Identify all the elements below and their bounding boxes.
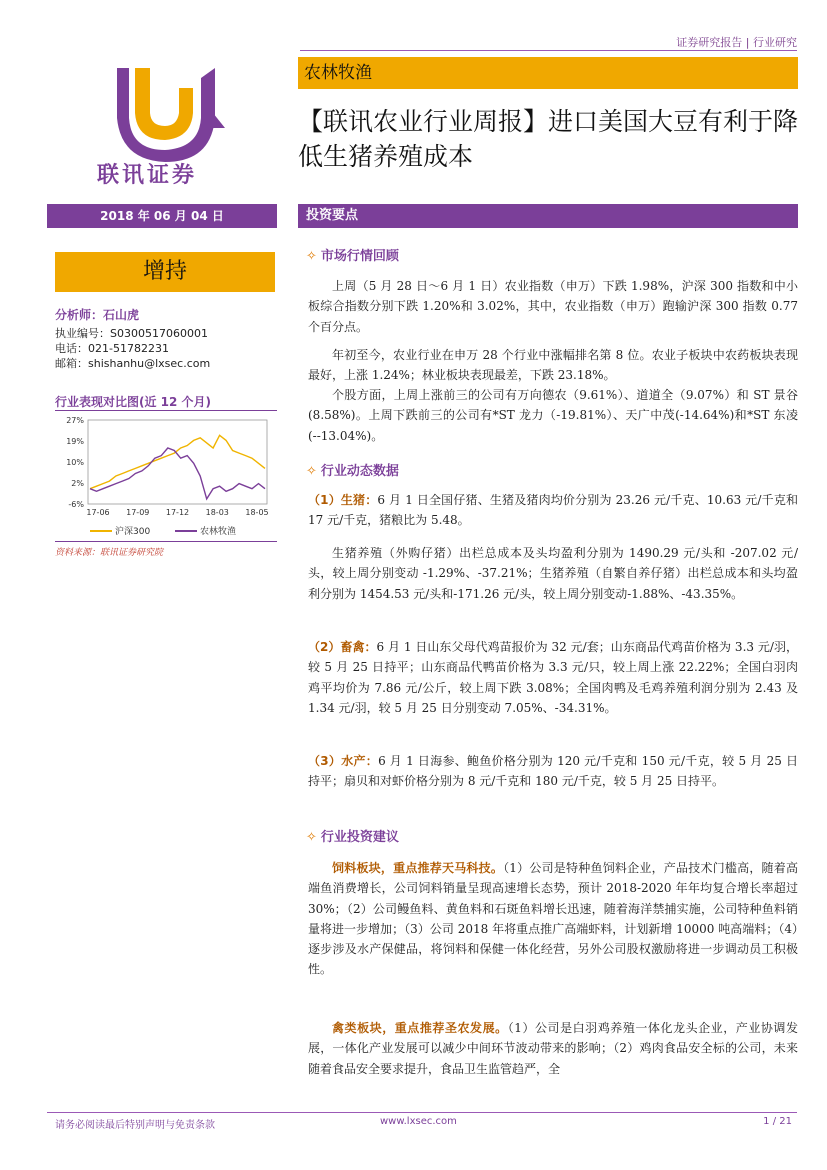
- x-tick-label: 18-05: [245, 508, 269, 517]
- paragraph: 禽类板块，重点推荐圣农发展。（1）公司是白羽鸡养殖一体化龙头企业，产业协调发展，一体化产业发展可以减少中间环节波动带来的影响；（2）鸡肉食品安全标的公司，未来随着食品安全要求提升，食品卫生监管趋严，全: [308, 1021, 798, 1076]
- section-title-bar: 投资要点: [298, 204, 798, 228]
- plot-frame: [88, 420, 267, 504]
- y-tick-label: 2%: [71, 479, 84, 488]
- y-tick-label: 10%: [66, 458, 84, 467]
- x-tick-label: 17-06: [86, 508, 110, 517]
- paragraph: 生猪养殖（外购仔猪）出栏总成本及头均盈利分别为 1490.29 元/头和 -207.02 元/头，较上周分别变动 -1.29%、-37.21%；生猪养殖（自繁自养仔猪）出栏总成本和头均盈利分别为 1454.53 元/头和-171.26 元/头，较上周分别变动-1.88%、-43.35%。: [308, 546, 798, 601]
- x-tick-label: 17-12: [165, 508, 190, 517]
- x-tick-label: 17-09: [126, 508, 150, 517]
- diamond-icon: ✧: [306, 830, 317, 845]
- paragraph: （1）生猪：6 月 1 日全国仔猪、生猪及猪肉均价分别为 23.26 元/千克、10.63 元/千克和 17 元/千克，猪粮比为 5.48。: [308, 493, 798, 528]
- paragraph: 年初至今，农业行业在申万 28 个行业中涨幅排名第 8 位。农业子板块中农药板块表现最好，上涨 1.24%；林业板块表现最差，下跌 23.18%。: [308, 348, 798, 383]
- footer-divider: [47, 1112, 797, 1113]
- paragraph: 饲料板块，重点推荐天马科技。（1）公司是特种鱼饲料企业，产品技术门槛高，随着高端鱼消费增长，公司饲料销量呈现高速增长态势，预计 2018-2020 年年均复合增长率超过 30%；（2）公司鳗鱼料、黄鱼料和石斑鱼料增长迅速，随着海洋禁捕实施，公司特种鱼料销量将进一步增加；（3）公司 2018 年将重点推广高端虾料，计划新增 10000 吨高端料；（4）逐步涉及水产保健品，将饲料和保健一体化经营，另外公司股权激励将进一步调动员工积极性。: [308, 861, 798, 977]
- x-tick-label: 18-03: [205, 508, 229, 517]
- series-line-农林牧渔: [90, 448, 265, 499]
- legend-label: 农林牧渔: [200, 527, 237, 537]
- analyst-license: 执业编号：S0300517060001: [55, 327, 208, 340]
- performance-chart: [55, 414, 277, 540]
- paragraph: （2）畜禽：6 月 1 日山东父母代鸡苗报价为 32 元/套；山东商品代鸡苗价格为 3.3 元/羽，较 5 月 25 日持平；山东商品代鸭苗价格为 3.3 元/只，较上周上涨 22.22%；全国白羽肉鸡平均价为 7.86 元/公斤，较上周下跌 3.08%；全国肉鸭及毛鸡养殖利润分别为 2.43 及 1.34 元/羽，较 5 月 25 日分别变动 7.05%、-34.31%。: [308, 640, 798, 715]
- y-tick-label: -6%: [68, 500, 84, 509]
- section-investment-advice: ✧ 行业投资建议: [306, 830, 399, 845]
- analyst-name: 分析师：石山虎: [55, 308, 140, 322]
- chart-source: 资料来源：联讯证券研究院: [55, 548, 164, 558]
- report-type-label: 证券研究报告 | 行业研究: [676, 36, 797, 49]
- paragraph: 个股方面，上周上涨前三的公司有万向德农（9.61%）、道道全（9.07%）和 ST 景谷(8.58%)。上周下跌前三的公司有*ST 龙力（-19.81%）、天广中茂(-14.64%)和*ST 东凌 (--13.04%)。: [308, 388, 798, 443]
- legend-label: 沪深300: [115, 527, 151, 537]
- footer-website[interactable]: www.lxsec.com: [380, 1116, 457, 1127]
- diamond-icon: ✧: [306, 249, 317, 264]
- chart-bottom-divider: [55, 541, 277, 542]
- footer-page-number: 1 / 21: [763, 1116, 792, 1127]
- logo-text: 联讯证券: [97, 163, 198, 188]
- header-divider: [300, 50, 797, 51]
- report-date: 2018 年 06 月 04 日: [47, 204, 277, 228]
- y-tick-label: 19%: [66, 437, 84, 446]
- company-logo: [95, 58, 245, 188]
- analyst-email[interactable]: 邮箱：shishanhu@lxsec.com: [55, 357, 211, 370]
- paragraph: （3）水产：6 月 1 日海参、鲍鱼价格分别为 120 元/千克和 150 元/千克，较 5 月 25 日持平；扇贝和对虾价格分别为 8 元/千克和 180 元/千克，较 5 月 25 日持平。: [308, 754, 799, 789]
- footer-disclaimer[interactable]: 请务必阅读最后特别声明与免责条款: [55, 1120, 215, 1131]
- chart-title: 行业表现对比图(近 12 个月): [55, 395, 212, 409]
- sector-bar: 农林牧渔: [298, 57, 798, 89]
- section-industry-data: ✧ 行业动态数据: [306, 464, 399, 479]
- paragraph: 上周（5 月 28 日～6 月 1 日）农业指数（申万）下跌 1.98%，沪深 300 指数和中小板综合指数分别下跌 1.20%和 3.02%，其中，农业指数（申万）跑输沪深 300 指数 0.77 个百分点。: [308, 279, 798, 334]
- y-tick-label: 27%: [66, 416, 84, 425]
- rating-badge: 增持: [55, 252, 275, 292]
- report-title: 【联讯农业行业周报】进口美国大豆有利于降低生猪养殖成本: [298, 107, 799, 171]
- analyst-phone: 电话：021-51782231: [55, 342, 169, 355]
- series-line-沪深300: [90, 435, 265, 488]
- chart-title-divider: [55, 410, 277, 411]
- diamond-icon: ✧: [306, 464, 317, 479]
- section-market-review: ✧ 市场行情回顾: [306, 249, 399, 264]
